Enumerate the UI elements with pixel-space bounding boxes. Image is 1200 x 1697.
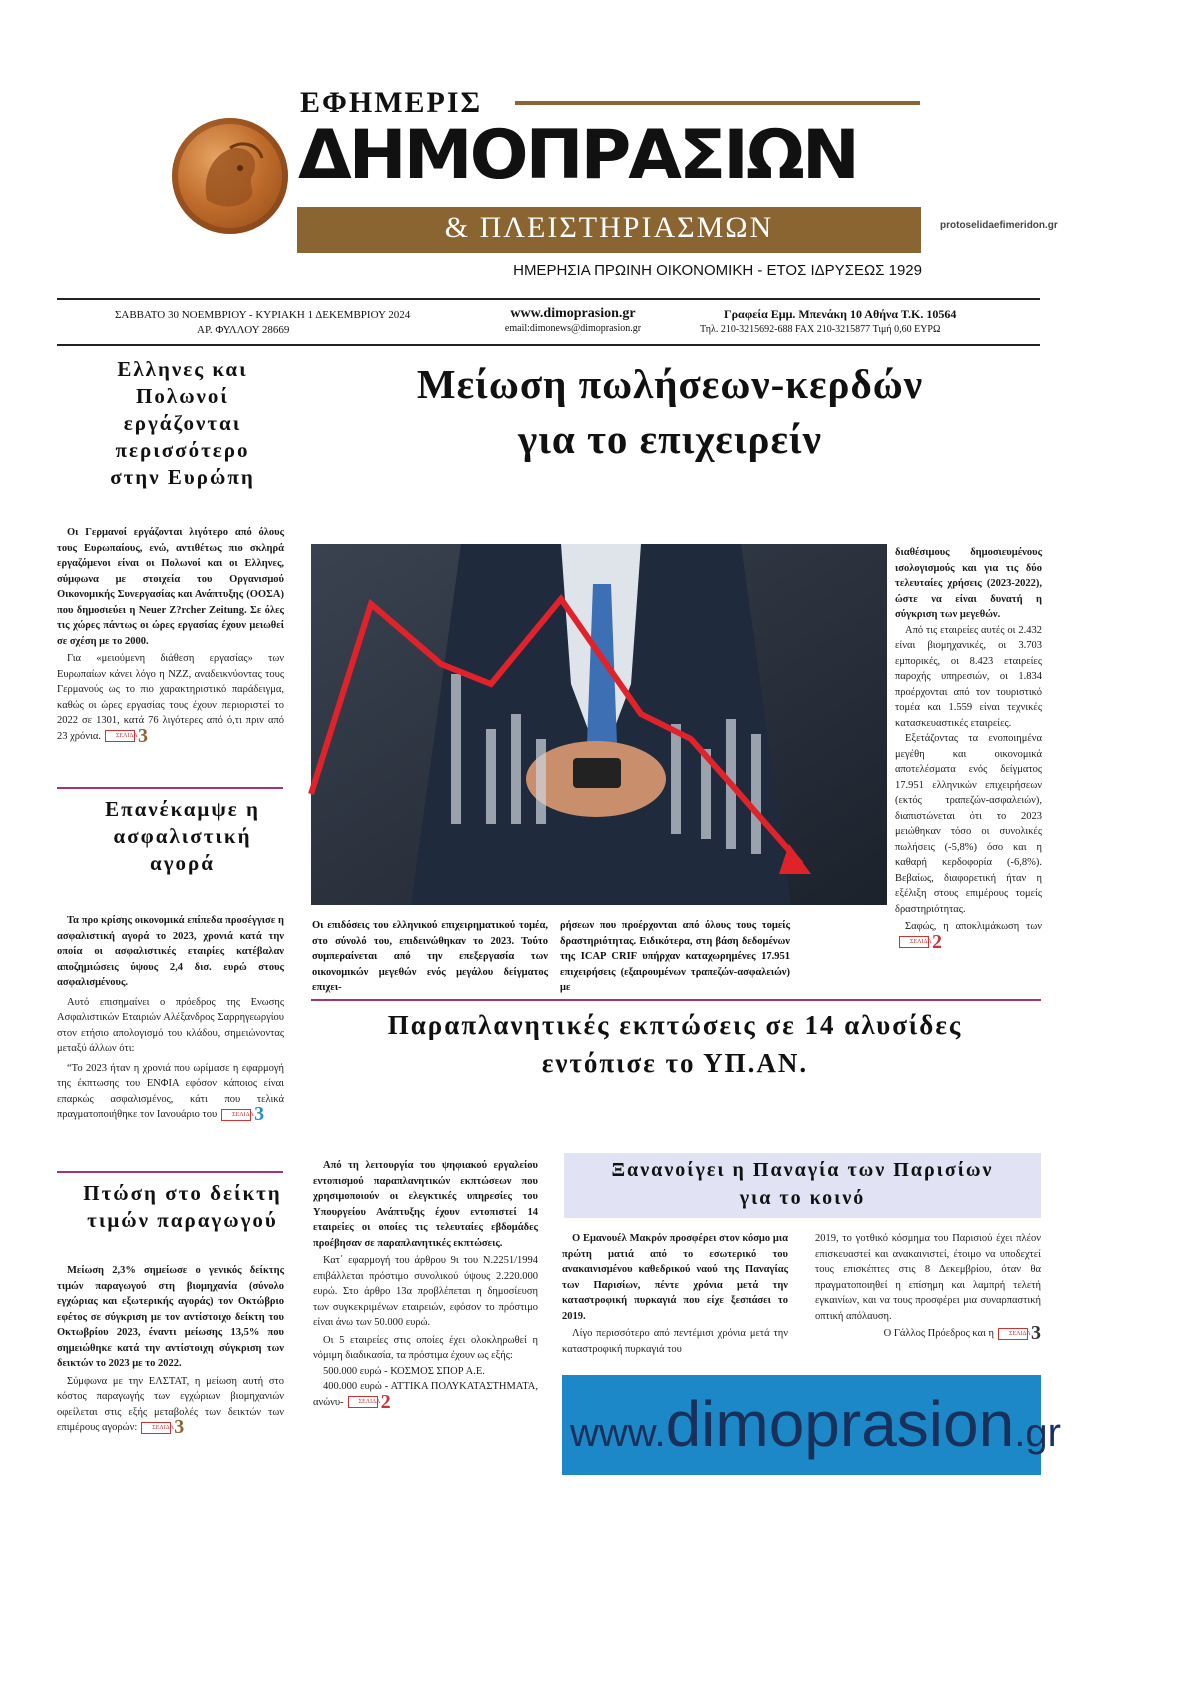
masthead-title: ΔΗΜΟΠΡΑΣΙΩΝ [298,116,857,195]
paris-body-1: Λίγο περισσότερο από πεντέμισι χρόνια μετά την καταστροφική πυρκαγιά του [562,1328,788,1355]
insurance-article [57,913,284,1123]
workers-article [57,525,284,747]
prices-article [57,1263,284,1436]
page-badge: ΣΕΛΙΔΑ [899,936,929,948]
main-right-p1: Από τις εταιρείες αυτές οι 2.432 είναι βιομηχανικές, οι 3.703 εμπορικές, οι 8.423 εταιρείες παροχής υπηρεσιών, οι 1.834 προέρχονται από τον τουριστικό τομέα και 1.559 είναι τεχνικές κατασκευαστικές εταιρείες. [895,624,1042,729]
discounts-lead: Από τη λειτουργία του ψηφιακού εργαλείου εντοπισμού παραπλανητικών εκπτώσεων που χρησιμοποιούν οι ελεγκτικές υπηρεσίες του Υπουργείου Ανάπτυξης έχουν εντοπιστεί 14 εταιρείες οι οποίες τις τελευταίες εβδομάδες προέβησαν σε παραπλανητικές εκπτώσεις. [313,1160,538,1249]
page-ref: 2 [380,1390,391,1413]
ad-main: dimoprasion [665,1388,1015,1460]
page-badge: ΣΕΛΙΔΑ [348,1396,378,1408]
ad-suffix: .gr [1014,1411,1061,1455]
ad-prefix: www. [570,1411,666,1455]
insurance-headline-line: Επανέκαμψε η [105,797,260,821]
main-headline[interactable] [300,357,1040,467]
main-right-end: Σαφώς, η αποκλιμάκωση των [905,921,1042,932]
discounts-headline-line: Παραπλανητικές εκπτώσεις σε 14 αλυσίδες [387,1010,963,1040]
website-link[interactable]: www.dimoprasion.gr [510,306,636,321]
page-badge: ΣΕΛΙΔΑ [221,1109,251,1121]
dimoprasion-ad-banner[interactable] [562,1375,1061,1475]
main-caption-col1: Οι επιδόσεις του ελληνικού επιχειρηματικού τομέα, στο σύνολό του, επιδεινώθηκαν το 2023. Τούτο συμπεραίνεται από την επεξεργασία των οικονομικών μεγεθών ενός μεγάλου δείγματος επιχει- [312,920,548,993]
paris-lead: Ο Εμανουέλ Μακρόν προσφέρει στον κόσμο μια πρώτη ματιά από το εσωτερικό του ανακαινισμένου καθεδρικού ναού της Παναγίας των Παρισίων, πέντε χρόνια μετά την καταστροφική πυρκαγιά που είχε ξεσπάσει το 2019. [562,1233,788,1322]
prices-body: Σύμφωνα με την ΕΛΣΤΑΤ, η μείωση αυτή στο κόστος παραγωγής των εγχώριων βιομηχανιών οφείλεται στις εξής μεταβολές των δεικτών των επιμέρους αγορών: [57,1375,284,1434]
workers-body: Για «μειούμενη διάθεση εργασίας» των Ευρωπαίων κάνει λόγο η ΝΖΖ, αναδεικνύοντας τους Γερμανούς ως το πιο χαρακτηριστικό παράδειγμα, καθώς οι ώρες εργασίας τους έχουν περιοριστεί το 2022 σε 1301, κατά 76 λιγότερες από ό,τι πριν από 23 χρόνια. [57,653,284,742]
insurance-body-1: Αυτό επισημαίνει ο πρόεδρος της Ενωσης Ασφαλιστικών Εταιριών Αλέξανδρος Σαρρηγεωργίου στον ετήσιο απολογισμό του κλάδου, σημειώνοντας μεταξύ άλλων ότι: [57,996,284,1054]
page-badge: ΣΕΛΙΔΑ [105,730,135,742]
workers-headline[interactable] [60,356,305,491]
paris-column-2 [815,1231,1041,1342]
discounts-line-2: 400.000 ευρώ - ΑΤΤΙΚΑ ΠΟΛΥΚΑΤΑΣΤΗΜΑΤΑ, ανώνυ- [313,1381,538,1408]
business-photo [311,544,887,905]
insurance-headline[interactable] [60,796,305,877]
email-link[interactable]: email:dimonews@dimoprasion.gr [504,323,642,334]
main-caption-col2: ρήσεων που προέρχονται από όλους τους τομείς δραστηριότητας. Ειδικότερα, στη βάση δεδομένων της ICAP CRIF υπήρχαν καταχωρημένες 17.951 επιχειρήσεις (εξαιρουμένων τραπεζών-ασφαλειών) με [560,920,790,993]
page-ref: 3 [1031,1322,1041,1344]
phone-price: Τηλ. 210-3215692-688 FAX 210-3215877 Τιμή 0,60 ΕΥΡΩ [700,324,941,335]
page-ref: 3 [137,724,148,747]
discounts-headline[interactable] [300,1006,1050,1082]
page-ref: 3 [254,1103,265,1125]
page-ref: 3 [174,1416,185,1438]
discounts-body-1: Κατ΄ εφαρμογή του άρθρου 9ι του Ν.2251/1994 επιβάλλεται πρόστιμο συνολικού ύψους 2.220.000 ευρώ. Στο άρθρο 13α προβλέπεται η δημοσίευση των συγκεκριμένων εταιρειών, εφόσον το πρόστιμο είναι άνω των 50.000 ευρώ. [313,1255,538,1328]
info-rule-top [57,298,1040,300]
section-divider [57,787,283,789]
paris-column-1 [562,1231,788,1357]
main-headline-line: Μείωση πωλήσεων-κερδών [416,361,924,407]
insurance-headline-line: αγορά [149,851,215,875]
paris-body-2: 2019, το γοτθικό κόσμημα του Παρισιού έχει πλέον επισκευαστεί και ανακαινιστεί, έτοιμο να υποδεχτεί τους επισκέπτες στις 8 Δεκεμβρίου, όταν θα πραγματοποιηθεί η επίσημη και λαμπρή τελετή εγκαινίων, και να τους προσφέρει μια συναρπαστική οπτική απόλαυση. [815,1233,1041,1322]
issue-date: ΣΑΒΒΑΤΟ 30 ΝΟΕΜΒΡΙΟΥ - ΚΥΡΙΑΚΗ 1 ΔΕΚΕΜΒΡΙΟΥ 2024 [115,309,411,321]
main-right-column [895,545,1042,953]
page-badge: ΣΕΛΙΔΑ [141,1422,171,1434]
workers-lead: Οι Γερμανοί εργάζονται λιγότερο από όλους τους Ευρωπαίους, ενώ, αντιθέτως πιο σκληρά εργαζόμενοι είναι οι Πολωνοί και οι Ελληνες, σύμφωνα με στοιχεία του Οργανισμού Οικονομικής Συνεργασίας και Ανάπτυξης (ΟΟΣΑ) που δημοσιεύει η Neuer Z?rcher Zeitung. Σε όλες τις χώρες πάντως οι ώρες εργασίας έχουν μειωθεί σε σχέση με το 2000. [57,527,284,647]
discounts-body-2: Οι 5 εταιρείες στις οποίες έχει ολοκληρωθεί η νόμιμη διαδικασία, τα πρόστιμα έχουν ως εξής: [313,1334,538,1361]
info-rule-bottom [57,344,1040,346]
coin-logo [172,118,288,234]
insurance-headline-line: ασφαλιστική [113,824,252,848]
workers-headline-line: στην Ευρώπη [110,465,255,489]
paris-headline[interactable] [564,1156,1041,1212]
discounts-headline-line: εντόπισε το ΥΠ.ΑΝ. [541,1048,809,1078]
paris-headline-line: για το κοινό [739,1187,866,1209]
office-address: Γραφεία Εμμ. Μπενάκη 10 Αθήνα Τ.Κ. 10564 [724,307,957,321]
page-ref: 2 [932,930,942,953]
workers-headline-line: περισσότερο [115,438,250,462]
main-right-p2: Εξετάζοντας τα ενοποιημένα μεγέθη και οικονομικά αποτελέσματα ενός δείγματος 17.951 ελληνικών επιχειρήσεων (εκτός τραπεζών-ασφαλειών), διαπιστώνεται ότι το 2023 μειώθηκαν τόσο οι συνολικές πωλήσεις (-5,8%) όσο και η καθαρή κερδοφορία (-6,8%). Βεβαίως, διαφορετική ήταν η εξέλιξη στους επιμέρους τομείς δραστηριότητας. [895,733,1042,915]
prices-headline-line: τιμών παραγωγού [87,1208,278,1232]
paris-headline-line: Ξανανοίγει η Παναγία των Παρισίων [611,1159,994,1181]
masthead-subtitle: & ΠΛΕΙΣΤΗΡΙΑΣΜΩΝ [444,211,774,244]
paris-body-3: Ο Γάλλος Πρόεδρος και η [883,1328,994,1340]
prices-lead: Μείωση 2,3% σημείωσε ο γενικός δείκτης τιμών παραγωγού στη βιομηχανία (σύνολο εγχώριας και εξωτερικής αγοράς) τον Οκτώβριο εφέτος σε σύγκριση με τον αντίστοιχο δείκτη του Οκτωβρίου 2023, έναντι μείωσης 13,5% που σημειώθηκε κατά την αντίστοιχη σύγκριση των δεικτών το 2023 με το 2022. [57,1265,284,1369]
main-right-lead: διαθέσιμους δημοσιευμένους ισολογισμούς και για τις δύο τελευταίες χρήσεις (2023-2022), ώστε να είναι δυνατή η σύγκριση των μεγεθών. [895,547,1042,620]
masthead-rule [515,101,920,105]
prices-headline[interactable] [60,1180,305,1234]
issue-number: ΑΡ. ΦΥΛΛΟΥ 28669 [197,324,290,336]
insurance-lead: Τα προ κρίσης οικονομικά επίπεδα προσέγγισε η ασφαλιστική αγορά το 2023, χρονιά κατά την οποία οι ασφαλιστικές εταιρίες κατέβαλαν αποζημιώσεις ύψους 2,4 δισ. ευρώ στους ασφαλισμένους. [57,915,284,988]
workers-headline-line: εργάζονται [123,411,242,435]
prices-headline-line: Πτώση στο δείκτη [83,1181,282,1205]
main-headline-line: για το επιχειρείν [517,416,823,462]
insurance-body-2: “Το 2023 ήταν η χρονιά που ωρίμασε η εφαρμογή της έκπτωσης του ΕΝΦΙΑ εφόσον κάποιος είναι επαρκώς ασφαλισμένος, κάτι που τελικά πραγματοποιήθηκε τον Ιανουάριο του [57,1062,284,1121]
discounts-line-1: 500.000 ευρώ - ΚΟΣΜΟΣ ΣΠΟΡ Α.Ε. [323,1365,485,1377]
workers-headline-line: Ελληνες και [117,357,248,381]
section-divider [57,1171,283,1173]
discounts-article [313,1158,538,1413]
section-divider [311,999,1041,1001]
workers-headline-line: Πολωνοί [136,384,229,408]
masthead-ephimeris: ΕΦΗΜΕΡΙΣ [300,86,483,119]
masthead-tagline: ΗΜΕΡΗΣΙΑ ΠΡΩΙΝΗ ΟΙΚΟΝΟΜΙΚΗ - ΕΤΟΣ ΙΔΡΥΣΕΩΣ 1929 [513,262,922,279]
page-badge: ΣΕΛΙΔΑ [998,1328,1028,1340]
watermark: protoselidaefimeridon.gr [940,220,1058,231]
